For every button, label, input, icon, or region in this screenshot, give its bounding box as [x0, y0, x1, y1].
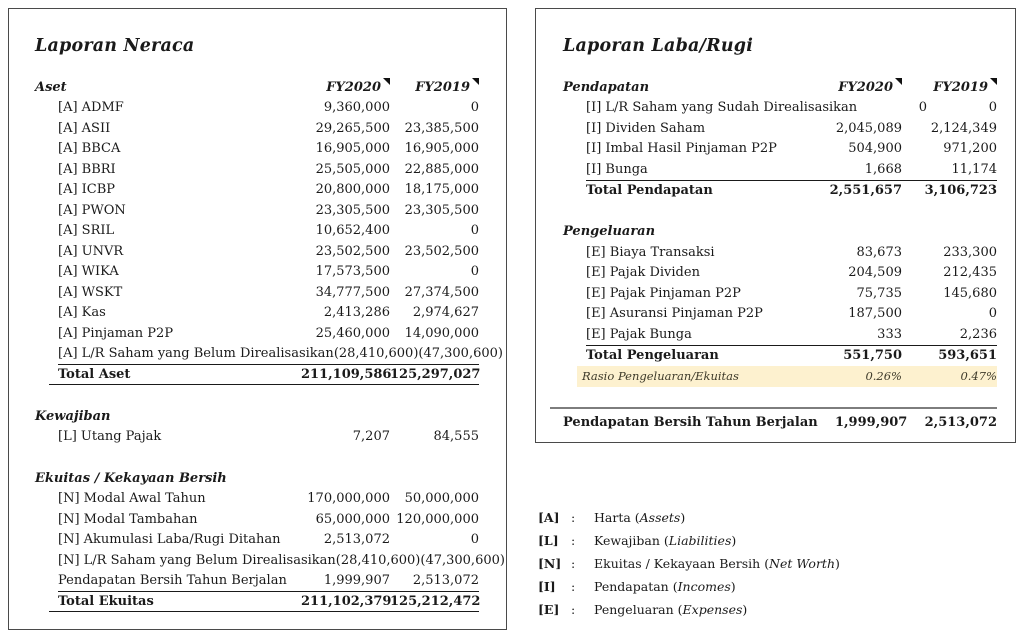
table-row	[563, 304, 997, 325]
table-row	[35, 159, 479, 180]
fy2019-value: 0.47%	[960, 369, 997, 383]
ratio-row	[577, 366, 997, 387]
row-label: [N] Modal Awal Tahun	[58, 491, 206, 507]
net-income-row	[563, 409, 997, 433]
legend-text: Pengeluaran (Expenses)	[594, 602, 748, 617]
table-row	[35, 98, 479, 119]
row-label: [I] L/R Saham yang Sudah Direalisasikan	[586, 100, 858, 116]
table-row	[35, 344, 503, 365]
fy2019-value: 2,513,072	[412, 573, 479, 589]
fy2019-value: 212,435	[943, 265, 997, 281]
column-header-fy2020	[807, 80, 902, 95]
row-label: [E] Biaya Transaksi	[586, 244, 715, 260]
table-row	[35, 323, 479, 344]
fy2019-value: 3,106,723	[924, 182, 997, 198]
column-header-fy2020	[301, 80, 390, 95]
table-row	[563, 263, 997, 284]
fy2020-value: 34,777,500	[315, 284, 390, 300]
row-label: [L] Utang Pajak	[58, 429, 162, 445]
column-header-fy2019	[902, 80, 997, 95]
legend-colon: :	[571, 579, 576, 594]
fy2020-value: 0	[918, 100, 928, 116]
section-title: Pendapatan	[563, 79, 650, 95]
fy2020-value: 504,900	[848, 141, 902, 157]
legend-colon: :	[571, 510, 576, 525]
fy2020-value: 16,905,000	[315, 141, 390, 157]
row-label: [A] ICBP	[58, 182, 116, 198]
row-label: Pendapatan Bersih Tahun Berjalan	[58, 573, 287, 589]
legend-colon: :	[571, 533, 576, 548]
row-label: [E] Pajak Dividen	[586, 265, 700, 281]
row-label: [A] UNVR	[58, 243, 124, 259]
row-label: [A] ADMF	[58, 100, 124, 116]
fy2020-value: 25,460,000	[315, 325, 390, 341]
row-label: [N] Akumulasi Laba/Rugi Ditahan	[58, 532, 281, 548]
legend-code: [I]	[538, 579, 556, 594]
fy2019-value: (47,300,600)	[418, 346, 503, 362]
row-label: [A] L/R Saham yang Belum Direalisasikan	[58, 346, 334, 362]
fy2020-value: 1,999,907	[323, 573, 390, 589]
fy2020-value: (28,410,600)	[335, 552, 421, 568]
row-label: Total Ekuitas	[58, 594, 154, 609]
table-row	[35, 241, 479, 262]
row-label: [E] Pajak Bunga	[586, 326, 692, 342]
row-label: [E] Asuransi Pinjaman P2P	[586, 306, 763, 322]
fy2020-value: 20,800,000	[315, 182, 390, 198]
fy2020-value: 551,750	[843, 347, 902, 363]
section-title: Aset	[35, 79, 67, 95]
section-title: Kewajiban	[35, 408, 111, 424]
legend-code: [A]	[538, 510, 560, 525]
section-header	[35, 77, 479, 98]
row-label: [I] Dividen Saham	[586, 120, 706, 136]
fy2019-value: 16,905,000	[404, 141, 479, 157]
balance-sheet-table	[35, 77, 505, 612]
legend-item	[538, 529, 840, 552]
fy2019-value: 0	[470, 532, 479, 548]
fy2019-value: 27,374,500	[404, 284, 479, 300]
table-row	[35, 427, 479, 448]
table-row	[35, 180, 479, 201]
fy2019-value: 0	[470, 100, 479, 116]
section-header	[35, 468, 479, 489]
table-row	[35, 489, 479, 510]
row-label: [A] Pinjaman P2P	[58, 325, 174, 341]
fy2020-value: 75,735	[856, 285, 902, 301]
fy2020-value: 29,265,500	[315, 120, 390, 136]
fy2020-value: 2,413,286	[323, 305, 390, 321]
section-header	[563, 222, 997, 243]
fy2020-value: 170,000,000	[307, 491, 390, 507]
comment-indicator-icon	[895, 78, 902, 85]
table-row	[35, 221, 479, 242]
total-row	[35, 364, 479, 385]
table-row	[35, 139, 479, 160]
fy2020-value: 23,305,500	[315, 202, 390, 218]
legend-item	[538, 552, 840, 575]
table-row	[35, 571, 479, 592]
legend-code: [N]	[538, 556, 562, 571]
fy2020-value: 10,652,400	[315, 223, 390, 239]
total-row	[563, 345, 997, 366]
column-header-fy2019	[390, 80, 479, 95]
table-row	[563, 283, 997, 304]
table-row	[35, 118, 479, 139]
row-label: [A] PWON	[58, 202, 126, 218]
comment-indicator-icon	[472, 78, 479, 85]
fy2020-value: 17,573,500	[315, 264, 390, 280]
balance-sheet-title: Laporan Neraca	[35, 36, 195, 56]
fy2019-value: 11,174	[951, 161, 997, 177]
table-row	[35, 282, 479, 303]
fy2020-value: 2,551,657	[829, 182, 902, 198]
row-label: Total Aset	[58, 367, 131, 382]
fy2019-value: 0	[988, 306, 997, 322]
fy2020-value: 1,668	[864, 161, 902, 177]
table-row	[35, 509, 479, 530]
table-row	[35, 303, 479, 324]
legend-colon: :	[571, 556, 576, 571]
comment-indicator-icon	[383, 78, 390, 85]
fy2020-value: 211,109,586	[301, 367, 392, 382]
row-label: [E] Pajak Pinjaman P2P	[586, 285, 741, 301]
fy2019-value: 593,651	[938, 347, 997, 363]
table-row	[563, 159, 997, 180]
table-row	[35, 262, 479, 283]
fy2019-value: 50,000,000	[404, 491, 479, 507]
fy2019-value: 0	[988, 100, 997, 116]
legend-text: Harta (Assets)	[594, 510, 686, 525]
fy2019-value: 125,212,472	[390, 594, 481, 609]
fy2019-value: 2,124,349	[930, 120, 997, 136]
legend-text: Ekuitas / Kekayaan Bersih (Net Worth)	[594, 556, 840, 571]
account-code-legend	[538, 506, 840, 621]
total-row	[35, 591, 479, 612]
fy2019-value: 23,305,500	[404, 202, 479, 218]
fy2020-value: 2,513,072	[323, 532, 390, 548]
table-row	[563, 242, 997, 263]
income-statement-title: Laporan Laba/Rugi	[563, 36, 754, 56]
fy2020-value: 211,102,379	[301, 594, 392, 609]
fy2019-value: 18,175,000	[404, 182, 479, 198]
fy2019-value: 971,200	[943, 141, 997, 157]
table-row	[35, 550, 505, 571]
section-header	[35, 406, 479, 427]
table-row	[563, 139, 997, 160]
row-label: [A] BBRI	[58, 161, 116, 177]
legend-item	[538, 506, 840, 529]
legend-code: [E]	[538, 602, 560, 617]
legend-text: Pendapatan (Incomes)	[594, 579, 736, 594]
fy2020-value: 204,509	[848, 265, 902, 281]
row-label: [I] Imbal Hasil Pinjaman P2P	[586, 141, 777, 157]
fy2019-value: 145,680	[943, 285, 997, 301]
row-label: [N] Modal Tambahan	[58, 511, 198, 527]
table-row	[563, 324, 997, 345]
income-statement-table	[563, 77, 997, 433]
row-label: [A] ASII	[58, 120, 111, 136]
row-label: [A] WIKA	[58, 264, 119, 280]
fy2020-value: 333	[877, 326, 902, 342]
fy2019-value: 2,513,072	[924, 414, 997, 430]
fy2019-value: 125,297,027	[390, 367, 481, 382]
fy2019-value: 23,385,500	[404, 120, 479, 136]
fy2019-value: 14,090,000	[404, 325, 479, 341]
table-row	[563, 98, 997, 119]
balance-sheet-panel	[8, 8, 507, 630]
fy2019-value: 233,300	[943, 244, 997, 260]
comment-indicator-icon	[990, 78, 997, 85]
fy2019-value: 0	[470, 223, 479, 239]
legend-code: [L]	[538, 533, 559, 548]
legend-colon: :	[571, 602, 576, 617]
row-label: Total Pendapatan	[586, 182, 713, 198]
row-label: [A] Kas	[58, 305, 106, 321]
section-title: Pengeluaran	[563, 224, 656, 240]
fy2020-value: 23,502,500	[315, 243, 390, 259]
fy2019-value: 22,885,000	[404, 161, 479, 177]
row-label: Pendapatan Bersih Tahun Berjalan	[563, 414, 818, 430]
table-row	[35, 200, 479, 221]
fy2020-value: 187,500	[848, 306, 902, 322]
fy2020-value: 2,045,089	[835, 120, 902, 136]
fy2019-value: 0	[470, 264, 479, 280]
row-label: [A] SRIL	[58, 223, 115, 239]
fy2020-value: 65,000,000	[315, 511, 390, 527]
fy2019-value: 120,000,000	[396, 511, 479, 527]
fy2020-value: 0.26%	[865, 369, 902, 383]
row-label: Rasio Pengeluaran/Ekuitas	[582, 369, 739, 383]
row-label: [A] BBCA	[58, 141, 121, 157]
total-row	[563, 180, 997, 201]
table-row	[35, 530, 479, 551]
section-title: Ekuitas / Kekayaan Bersih	[35, 470, 227, 486]
legend-text: Kewajiban (Liabilities)	[594, 533, 737, 548]
fy2020-value: 83,673	[856, 244, 902, 260]
row-label: [N] L/R Saham yang Belum Direalisasikan	[58, 552, 336, 568]
fy2020-value: 9,360,000	[323, 100, 390, 116]
column-header-label: FY2019	[415, 79, 470, 95]
income-statement-panel	[535, 8, 1016, 443]
fy2019-value: 84,555	[433, 429, 479, 445]
table-row	[563, 118, 997, 139]
row-label: [A] WSKT	[58, 284, 123, 300]
fy2020-value: 7,207	[352, 429, 390, 445]
fy2020-value: 25,505,000	[315, 161, 390, 177]
fy2019-value: 2,236	[959, 326, 997, 342]
legend-item	[538, 575, 840, 598]
legend-item	[538, 598, 840, 621]
fy2020-value: (28,410,600)	[333, 346, 419, 362]
fy2019-value: 23,502,500	[404, 243, 479, 259]
fy2019-value: (47,300,600)	[420, 552, 505, 568]
row-label: Total Pengeluaran	[586, 347, 719, 363]
column-header-label: FY2019	[933, 79, 988, 95]
column-header-label: FY2020	[326, 79, 381, 95]
row-label: [I] Bunga	[586, 161, 648, 177]
fy2019-value: 2,974,627	[412, 305, 479, 321]
column-header-label: FY2020	[838, 79, 893, 95]
fy2020-value: 1,999,907	[834, 414, 908, 430]
section-header	[563, 77, 997, 98]
